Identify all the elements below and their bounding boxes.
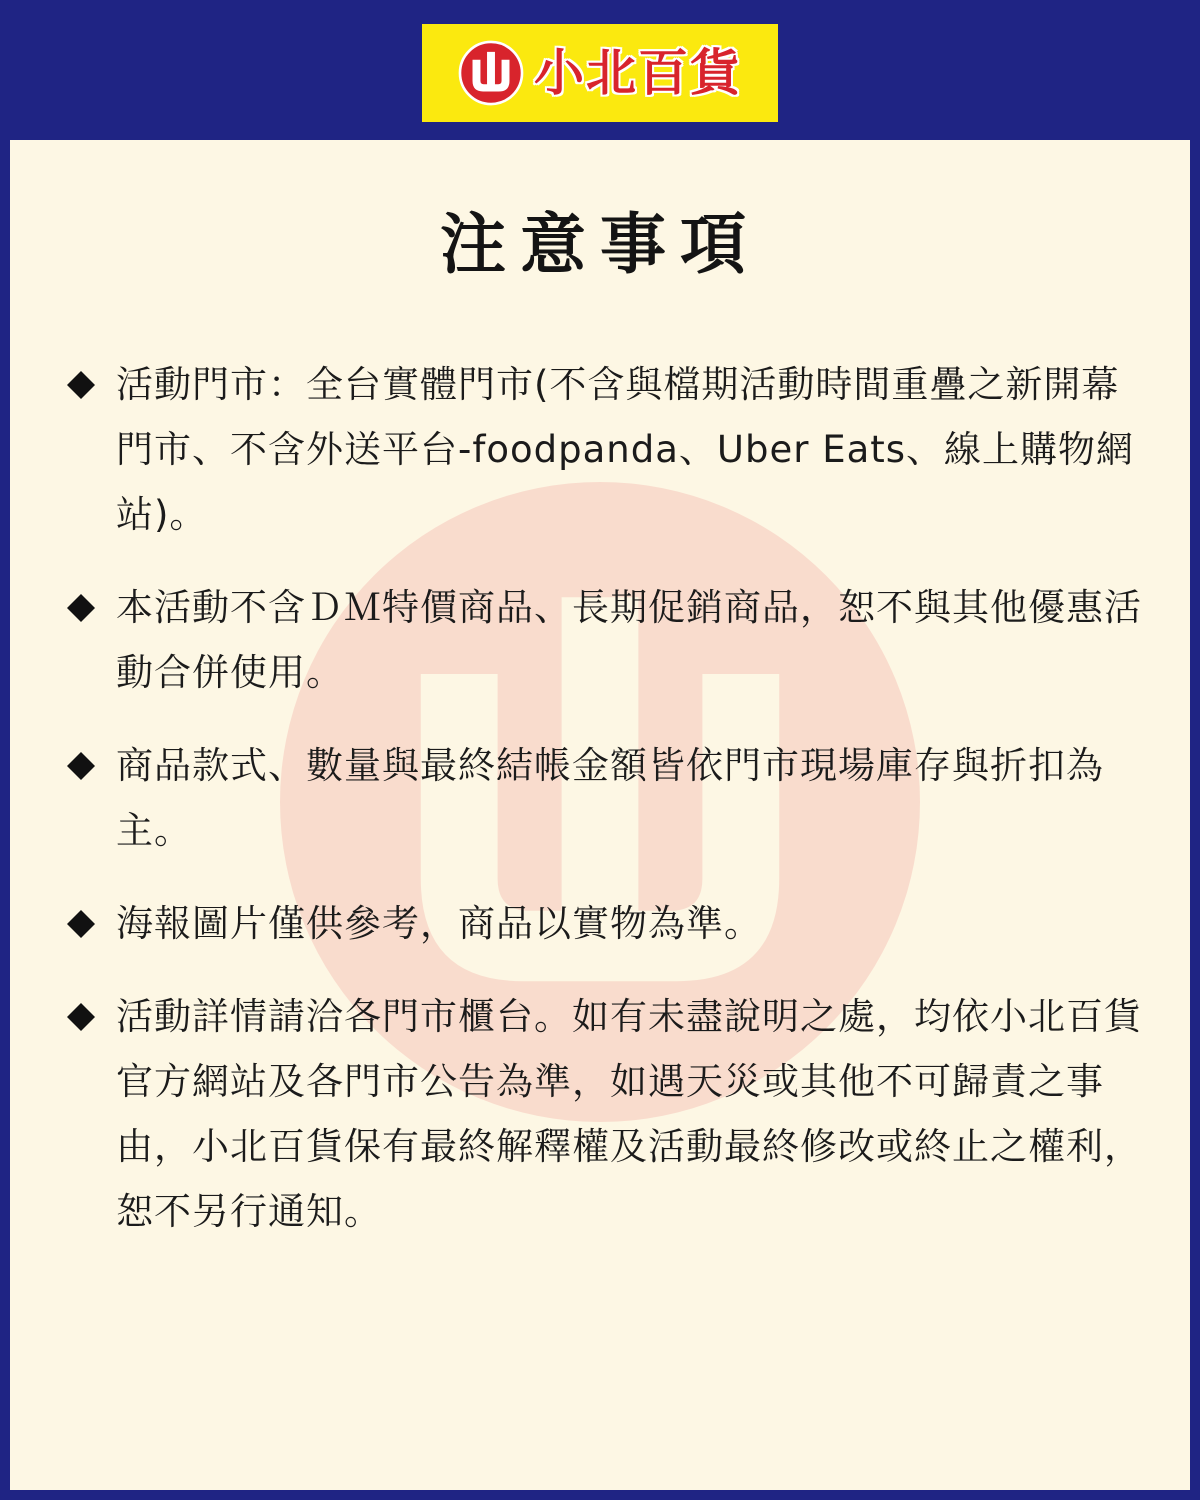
header-band bbox=[0, 0, 1200, 140]
notice-list bbox=[58, 352, 1148, 1272]
notice-item bbox=[58, 575, 1148, 705]
notice-text: 活動詳情請洽各門市櫃台。如有未盡說明之處，均依小北百貨官方網站及各門市公告為準，如遇天災或其他不可歸責之事由，小北百貨保有最終解釋權及活動最終修改或終止之權利，恕不另行通知。 bbox=[116, 995, 1142, 1233]
xiaobei-logo-icon bbox=[458, 40, 524, 106]
notice-item bbox=[58, 352, 1148, 547]
notice-item bbox=[58, 891, 1148, 956]
notice-text: 活動門市：全台實體門市(不含與檔期活動時間重疊之新開幕門市、不含外送平台-foodpanda、Uber Eats、線上購物網站)。 bbox=[116, 363, 1135, 536]
diamond-bullet-icon bbox=[66, 751, 96, 781]
notice-panel bbox=[10, 140, 1190, 1490]
diamond-bullet-icon bbox=[66, 370, 96, 400]
notice-text: 海報圖片僅供參考，商品以實物為準。 bbox=[116, 902, 762, 945]
brand-logo bbox=[422, 24, 778, 122]
notice-item bbox=[58, 984, 1148, 1244]
brand-name: 小北百貨 bbox=[534, 44, 742, 102]
diamond-bullet-icon bbox=[66, 909, 96, 939]
notice-text: 商品款式、數量與最終結帳金額皆依門市現場庫存與折扣為主。 bbox=[116, 744, 1104, 852]
page-title: 注意事項 bbox=[440, 206, 760, 283]
notice-item bbox=[58, 733, 1148, 863]
notice-text: 本活動不含ＤＭ特價商品、長期促銷商品，恕不與其他優惠活動合併使用。 bbox=[116, 586, 1142, 694]
diamond-bullet-icon bbox=[66, 593, 96, 623]
diamond-bullet-icon bbox=[66, 1002, 96, 1032]
